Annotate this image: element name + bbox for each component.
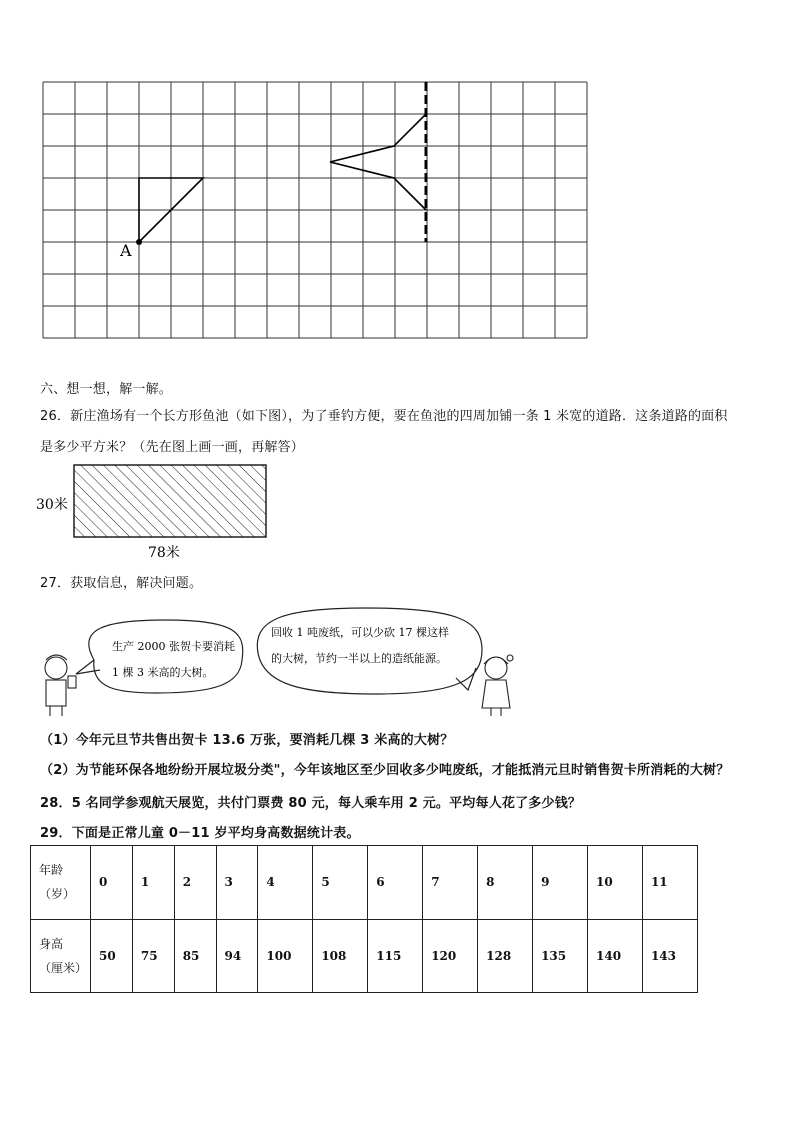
age-cell: 10 (588, 846, 643, 920)
boy-figure (45, 655, 76, 716)
age-header-line2: （岁） (39, 887, 76, 902)
bubble1-line2: 1 棵 3 米高的大树。 (112, 666, 214, 679)
table-row (31, 846, 698, 920)
height-cell: 50 (91, 919, 133, 993)
bubble2-line2: 的大树，节约一半以上的造纸能源。 (271, 652, 447, 665)
point-a (136, 239, 142, 245)
q26-line1: 26．新庄渔场有一个长方形鱼池（如下图），为了垂钓方便，要在鱼池的四周加铺一条 1 米宽的道路．这条道路的面积 (40, 409, 728, 424)
age-cell: 9 (533, 846, 588, 920)
section-heading: 六、想一想，解一解。 (40, 382, 173, 397)
height-cell: 128 (478, 919, 533, 993)
height-cell: 100 (258, 919, 313, 993)
q28-text: 28．5 名同学参观航天展览，共付门票费 80 元，每人乘车用 2 元。平均每人花了多少钱？ (40, 796, 582, 811)
height-cell: 135 (533, 919, 588, 993)
age-cell: 3 (216, 846, 258, 920)
height-cell: 140 (588, 919, 643, 993)
age-cell: 5 (313, 846, 368, 920)
age-cell: 6 (368, 846, 423, 920)
height-cell: 120 (423, 919, 478, 993)
q29-text: 29．下面是正常儿童 0－11 岁平均身高数据统计表。 (40, 826, 360, 841)
fish-pond-figure (30, 460, 280, 565)
q27-title: 27．获取信息，解决问题。 (40, 576, 203, 591)
q26-line2: 是多少平方米？（先在图上画一画，再解答） (40, 440, 305, 455)
bubble1-line1: 生产 2000 张贺卡要消耗 (112, 640, 235, 653)
point-a-label: A (120, 241, 132, 260)
girl-figure (482, 655, 513, 716)
height-cell: 115 (368, 919, 423, 993)
height-header-line2: （厘米） (39, 960, 88, 975)
age-cell: 11 (642, 846, 697, 920)
height-header-line1: 身高 (39, 936, 64, 951)
bubble2-line1: 回收 1 吨废纸，可以少砍 17 棵这样 (271, 626, 449, 639)
speech-bubble-left (76, 620, 243, 693)
height-cell: 85 (174, 919, 216, 993)
height-cell: 75 (132, 919, 174, 993)
age-cell: 0 (91, 846, 133, 920)
half-shape (330, 114, 426, 210)
pond-length-label: 78米 (148, 545, 180, 561)
pond-width-label: 30米 (36, 497, 68, 513)
age-cell: 2 (174, 846, 216, 920)
height-cell: 143 (642, 919, 697, 993)
age-cell: 8 (478, 846, 533, 920)
height-cell: 108 (313, 919, 368, 993)
table-row (31, 919, 698, 993)
age-header-cell (31, 846, 91, 920)
age-cell: 1 (132, 846, 174, 920)
height-cell: 94 (216, 919, 258, 993)
age-header-line1: 年龄 (39, 863, 64, 878)
fish-pond-rect (74, 465, 266, 537)
grid-figure (40, 78, 590, 344)
age-cell: 7 (423, 846, 478, 920)
q27-sub1: （1）今年元旦节共售出贺卡 13.6 万张，要消耗几棵 3 米高的大树？ (40, 733, 454, 748)
speech-bubble-right (257, 608, 482, 694)
q27-sub2: （2）为节能环保各地纷纷开展垃圾分类"，今年该地区至少回收多少吨废纸，才能抵消元旦时销售贺卡所消耗的大树？ (40, 763, 730, 778)
q27-illustration (36, 598, 526, 718)
height-header-cell (31, 919, 91, 993)
age-cell: 4 (258, 846, 313, 920)
height-stats-table (30, 845, 698, 993)
